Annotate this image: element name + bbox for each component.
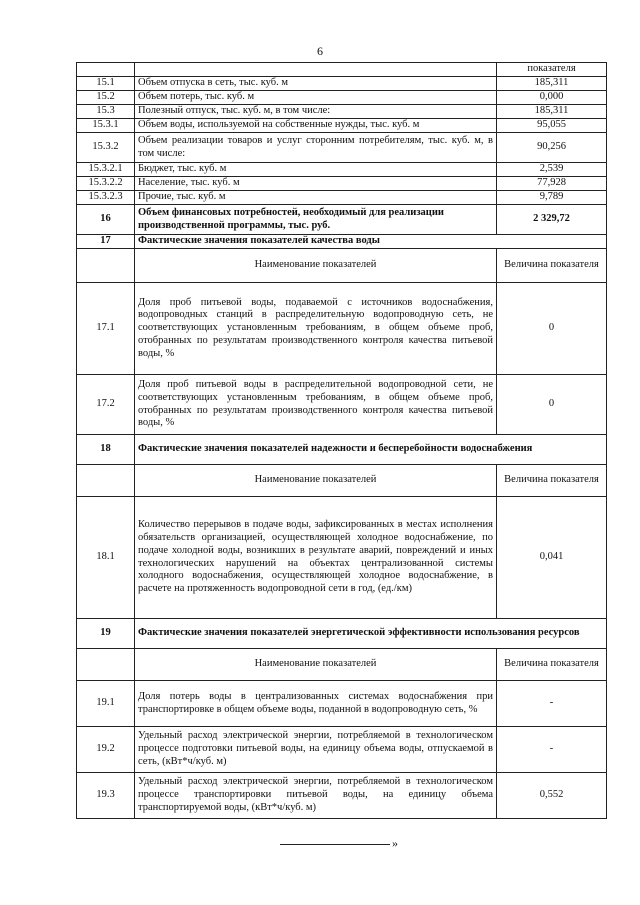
table-row (77, 163, 607, 177)
column-headers (77, 649, 607, 681)
row-label: Количество перерывов в подаче воды, зафиксированных в местах исполнения обязательств организацией, осуществляющей холодное водоснабжение, по подаче холодной воды, возникших в результате аварий, повреждений и иных технологических нарушений на объектах централизованной системы холодного водоснабжения, осуществляющей холодное водоснабжение, в расчете на протяженность водопроводной сети в год, (ед./км) (135, 497, 497, 619)
row-label: Объем реализации товаров и услуг сторонним потребителям, тыс. куб. м, в том числе: (135, 133, 497, 163)
row-value: 0,041 (497, 497, 607, 619)
table-header-continuation (77, 63, 607, 77)
row-label: Удельный расход электрической энергии, потребляемой в технологическом процессе транспортировки питьевой воды, на единицу объема транспортируемой воды, (кВт*ч/куб. м) (135, 773, 497, 819)
section-title: Фактические значения показателей надежности и бесперебойности водоснабжения (135, 435, 607, 465)
column-headers (77, 249, 607, 283)
row-number: 15.1 (77, 77, 135, 91)
row-label: Доля потерь воды в централизованных системах водоснабжения при транспортировке в общем объеме воды, поданной в водопроводную сеть, % (135, 681, 497, 727)
table-row (77, 177, 607, 191)
row-value: 0,552 (497, 773, 607, 819)
table-row (77, 133, 607, 163)
name-column-header: Наименование показателей (135, 249, 497, 283)
row-value: 0 (497, 283, 607, 375)
row-label: Бюджет, тыс. куб. м (135, 163, 497, 177)
row-value: - (497, 727, 607, 773)
row-label: Удельный расход электрической энергии, потребляемой в технологическом процессе подготовки питьевой воды, на единицу объема воды, отпускаемой в сеть, (кВт*ч/куб. м) (135, 727, 497, 773)
row-value: 185,311 (497, 105, 607, 119)
table-row (77, 105, 607, 119)
name-column-header: Наименование показателей (135, 649, 497, 681)
row-value: 0 (497, 375, 607, 435)
row-number: 15.2 (77, 91, 135, 105)
table-row (77, 119, 607, 133)
row-number: 19.1 (77, 681, 135, 727)
row-label: Объем потерь, тыс. куб. м (135, 91, 497, 105)
section-number: 17 (77, 235, 135, 249)
row-value: 9,789 (497, 191, 607, 205)
closing-quote: » (392, 836, 398, 850)
table-row (77, 375, 607, 435)
value-column-header: Величина показателя (497, 249, 607, 283)
row-label: Полезный отпуск, тыс. куб. м, в том числе: (135, 105, 497, 119)
row-number: 15.3.1 (77, 119, 135, 133)
row-value: 0,000 (497, 91, 607, 105)
row-number: 15.3.2.2 (77, 177, 135, 191)
row-number: 16 (77, 205, 135, 235)
row-value: 90,256 (497, 133, 607, 163)
section-header-19 (77, 619, 607, 649)
section-number: 19 (77, 619, 135, 649)
row-number: 19.2 (77, 727, 135, 773)
row-label: Прочие, тыс. куб. м (135, 191, 497, 205)
indicators-table (76, 62, 607, 819)
section-header-18 (77, 435, 607, 465)
column-headers (77, 465, 607, 497)
row-label: Объем воды, используемой на собственные нужды, тыс. куб. м (135, 119, 497, 133)
section-title: Фактические значения показателей качества воды (135, 235, 607, 249)
row-number: 15.3.2 (77, 133, 135, 163)
row-label: Объем финансовых потребностей, необходимый для реализации производственной программы, тыс. руб. (135, 205, 497, 235)
page-number: 6 (317, 44, 323, 58)
row-value: 2,539 (497, 163, 607, 177)
table-row-financial-needs (77, 205, 607, 235)
table-row (77, 497, 607, 619)
row-number: 18.1 (77, 497, 135, 619)
table-row (77, 773, 607, 819)
row-number: 17.1 (77, 283, 135, 375)
value-column-header: Величина показателя (497, 465, 607, 497)
row-label: Объем отпуска в сеть, тыс. куб. м (135, 77, 497, 91)
table-row (77, 283, 607, 375)
row-number: 15.3.2.3 (77, 191, 135, 205)
row-number: 19.3 (77, 773, 135, 819)
section-number: 18 (77, 435, 135, 465)
row-value: 77,928 (497, 177, 607, 191)
end-line (280, 844, 390, 845)
row-value: - (497, 681, 607, 727)
row-number: 15.3.2.1 (77, 163, 135, 177)
row-number: 17.2 (77, 375, 135, 435)
row-value: 2 329,72 (497, 205, 607, 235)
section-title: Фактические значения показателей энергетической эффективности использования ресурсов (135, 619, 607, 649)
value-column-header: Величина показателя (497, 649, 607, 681)
row-value: 95,055 (497, 119, 607, 133)
value-column-header: показателя (497, 63, 607, 77)
row-label: Население, тыс. куб. м (135, 177, 497, 191)
table-row (77, 91, 607, 105)
name-column-header: Наименование показателей (135, 465, 497, 497)
document-end-mark (280, 836, 420, 851)
table-row (77, 77, 607, 91)
row-value: 185,311 (497, 77, 607, 91)
row-label: Доля проб питьевой воды, подаваемой с источников водоснабжения, водопроводных станций в распределительную водопроводную сеть, не соответствующих установленным требованиям, в общем объеме проб, отобранных по результатам производственного контроля качества питьевой воды, % (135, 283, 497, 375)
row-label: Доля проб питьевой воды в распределительной водопроводной сети, не соответствующих установленным требованиям, в общем объеме проб, отобранных по результатам производственного контроля качества питьевой воды, % (135, 375, 497, 435)
row-number: 15.3 (77, 105, 135, 119)
table-row (77, 191, 607, 205)
table-row (77, 727, 607, 773)
table-row (77, 681, 607, 727)
section-header-17 (77, 235, 607, 249)
